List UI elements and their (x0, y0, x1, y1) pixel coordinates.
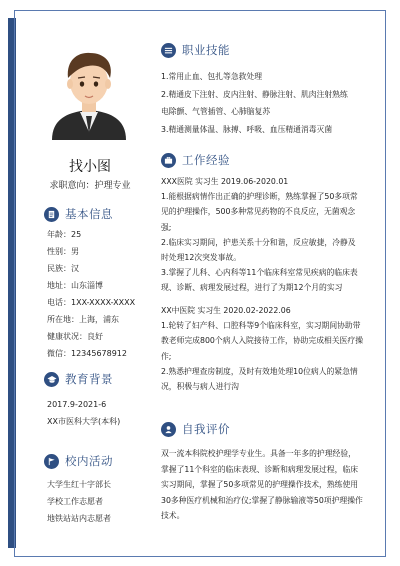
work-experience-heading (161, 152, 230, 168)
education-heading (44, 371, 113, 387)
skill-line: 3.精通测量体温、脉搏、呼吸、血压精通消毒灭菌 (161, 124, 333, 134)
info-wechat: 微信：12345678912 (47, 349, 127, 358)
flag-icon (44, 454, 59, 469)
info-location: 所在地：上海，浦东 (47, 315, 119, 324)
basic-info-heading (44, 206, 113, 222)
education-period: 2017.9-2021-6 (47, 400, 107, 409)
briefcase-icon (161, 153, 176, 168)
activity-item: 学校工作志愿者 (47, 497, 103, 506)
work-experience-title: 工作经验 (182, 153, 230, 167)
job-header: XXX医院 实习生 2019.06-2020.01 (161, 177, 289, 186)
campus-activities-list (47, 476, 111, 527)
education-school: XX市医科大学(本科) (47, 417, 121, 426)
user-icon (161, 422, 176, 437)
job-line: 1.轮转了妇产科、口腔科等9个临床科室，实习期间协助带 (161, 321, 361, 331)
job-line: 见的护理操作，500多种常见药物的不良反应，无菌观念 (161, 207, 356, 217)
self-line: 掌握了11个科室的临床表现、诊断和病理发展过程，临床 (161, 464, 359, 474)
info-ethnicity: 民族：汉 (47, 264, 79, 273)
job-line: 1.能根据病情作出正确的护理诊断，熟练掌握了50多项常 (161, 192, 358, 202)
avatar (44, 44, 134, 140)
education-list (47, 396, 120, 430)
job-header: XX中医院 实习生 2020.02-2022.06 (161, 306, 291, 315)
self-evaluation-heading (161, 421, 230, 437)
job-line: 2.熟悉护理查房制度，及时有效地处理10位病人的紧急情 (161, 366, 358, 376)
self-evaluation-title: 自我评价 (182, 422, 230, 436)
skills-title: 职业技能 (182, 43, 230, 57)
campus-activities-title: 校内活动 (65, 454, 113, 468)
job-line: 现、诊断、病理发展过程，进行了为期12个月的实习 (161, 283, 343, 293)
skill-line: 2.精通皮下注射、皮内注射、静脉注射、肌肉注射熟练 (161, 89, 348, 99)
graduation-cap-icon (44, 372, 59, 387)
self-line: 30多种医疗机械和治疗仪;掌握了静脉输液等50项护理操作 (161, 495, 363, 505)
skills-heading (161, 42, 230, 58)
job-line: 时处理12次突发事故。 (161, 253, 242, 263)
job-line: 3.掌握了儿科、心内科等11个临床科室常见疾病的临床表 (161, 268, 358, 278)
job-line: 况，积极与病人进行沟 (161, 382, 239, 392)
skill-line: 电除颤、气管插管、心肺脑复苏 (161, 107, 271, 116)
job-1 (161, 174, 376, 296)
list-icon (161, 43, 176, 58)
activity-item: 大学生红十字部长 (47, 480, 111, 489)
skills-text (161, 68, 376, 138)
self-line: 技术。 (161, 511, 185, 521)
document-icon (44, 207, 59, 222)
basic-info-title: 基本信息 (65, 207, 113, 221)
job-line: 强; (161, 222, 172, 232)
self-line: 实习期间，掌握了50多项常见的护理操作技术，熟练使用 (161, 480, 359, 490)
info-phone: 电话：1XX-XXXX-XXXX (47, 298, 136, 307)
intention-value: 护理专业 (94, 181, 131, 191)
info-age: 年龄：25 (47, 230, 82, 239)
self-line: 双一流本科院校护理学专业生。具备一年多的护理经验， (161, 449, 356, 458)
activity-item: 地铁站站内志愿者 (47, 514, 111, 523)
info-health: 健康状况：良好 (47, 332, 103, 341)
info-address: 地址：山东淄博 (47, 281, 103, 290)
job-2 (161, 303, 376, 394)
education-title: 教育背景 (65, 372, 113, 386)
job-line: 2.临床实习期间，护患关系十分和谐，反应敏捷，冷静及 (161, 237, 356, 247)
intention-label: 求职意向： (49, 181, 95, 191)
basic-info-list (47, 226, 135, 362)
campus-activities-heading (44, 453, 113, 469)
candidate-name: 找小图 (69, 159, 111, 175)
self-evaluation-text (161, 446, 376, 524)
skill-line: 1.常用止血、包扎等急救处理 (161, 72, 263, 81)
info-gender: 性别：男 (47, 247, 79, 256)
job-line: 作; (161, 351, 172, 361)
job-line: 教老师完成800个病人入院接待工作，协助完成相关医疗操 (161, 336, 364, 346)
job-intention (30, 178, 150, 191)
